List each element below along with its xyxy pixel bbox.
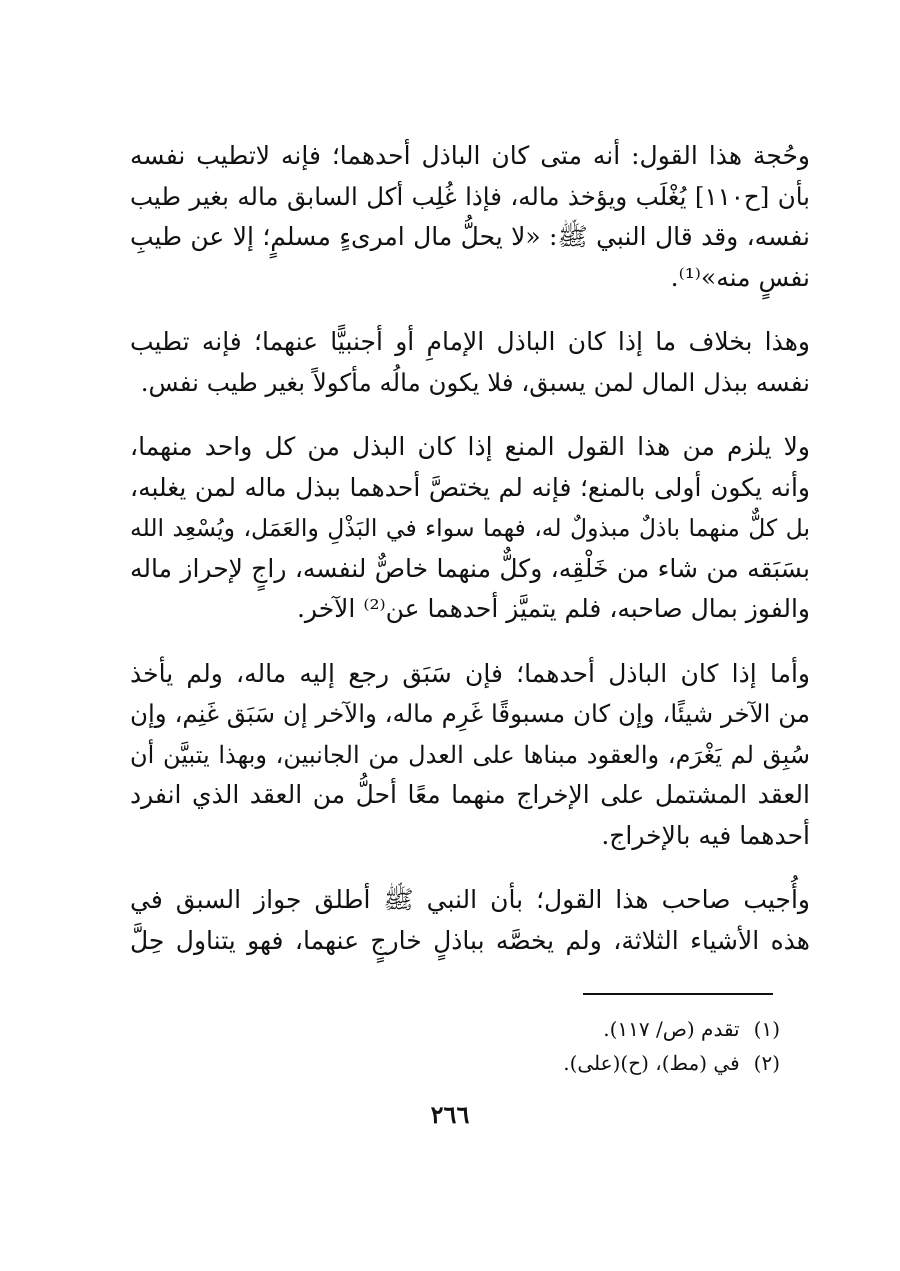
page-number: ٢٦٦	[430, 1100, 470, 1129]
text-line: والفوز بمال صاحبه، فلم يتميَّز أحدهما عن⁽²⁾ الآخر.	[296, 594, 810, 623]
paragraph-1	[130, 136, 810, 298]
footnote-number: (١)	[753, 1017, 780, 1041]
text-line: وهذا بخلاف ما إذا كان الباذل الإمامِ أو أجنبيًّا عنهما؛ فإنه تطيب	[130, 327, 810, 356]
footnote-text: تقدم (ص/ ١١٧).	[603, 1017, 740, 1041]
text-line: نفسه ببذل المال لمن يسبق، فلا يكون مالُه مأكولاً بغير طيب نفس.	[140, 367, 810, 397]
text-line: وحُجة هذا القول: أنه متى كان الباذل أحدهما؛ فإنه لاتطيب نفسه	[130, 141, 810, 170]
paragraph-5	[130, 880, 810, 961]
text-line: بل كلٌّ منهما باذلٌ مبذولٌ له، فهما سواء في البَذْلِ والعَمَل، ويُسْعِد الله	[130, 514, 810, 542]
text-line: بسَبَقه من شاء من خَلْقِه، وكلٌّ منهما خاصٌّ لنفسه، راجٍ لإحراز ماله	[130, 553, 810, 583]
text-line: بأن [ح١١٠] يُغْلَب ويؤخذ ماله، فإذا غُلِب أكل السابق ماله بغير طيب	[130, 181, 810, 211]
text-line: وأما إذا كان الباذل أحدهما؛ فإن سَبَق رجع إليه ماله، ولم يأخذ	[130, 658, 810, 688]
text-line: من الآخر شيئًا، وإن كان مسبوقًا غَرِم ماله، والآخر إن سَبَق غَنِم، وإن	[130, 699, 810, 728]
main-text	[130, 136, 810, 985]
footnote-number: (٢)	[753, 1051, 780, 1075]
footnote-text: في (مط)، (ح)(على).	[563, 1051, 740, 1075]
text-line: نفسٍ منه»⁽¹⁾.	[670, 262, 810, 292]
text-line: سُبِق لم يَغْرَم، والعقود مبناها على العدل من الجانبين، وبهذا يتبيَّن أن	[130, 740, 810, 769]
text-line: وأُجيب صاحب هذا القول؛ بأن النبي ﷺ أطلق جواز السبق في	[130, 885, 810, 914]
text-line: ولا يلزم من هذا القول المنع إذا كان البذل من كل واحد منهما،	[130, 432, 810, 461]
paragraph-2	[130, 322, 810, 403]
text-line: هذه الأشياء الثلاثة، ولم يخصَّه بباذلٍ خارجٍ عنهما، فهو يتناول حِلَّ	[130, 925, 810, 955]
footnote-2	[563, 1046, 780, 1080]
footnote-separator	[583, 993, 773, 995]
text-line: وأنه يكون أولى بالمنع؛ فإنه لم يختصَّ أحدهما ببذل ماله لمن يغلبه،	[130, 472, 810, 502]
paragraph-3	[130, 427, 810, 630]
paragraph-4	[130, 654, 810, 857]
footnotes	[563, 1012, 780, 1080]
text-line: نفسه، وقد قال النبي ﷺ: «لا يحلُّ مال امرىءٍ مسلمٍ؛ إلا عن طيبِ	[130, 222, 810, 251]
text-line: أحدهما فيه بالإخراج.	[601, 820, 810, 850]
footnote-1	[563, 1012, 780, 1046]
text-line: العقد المشتمل على الإخراج منهما معًا أحلُّ من العقد الذي انفرد	[130, 780, 810, 809]
